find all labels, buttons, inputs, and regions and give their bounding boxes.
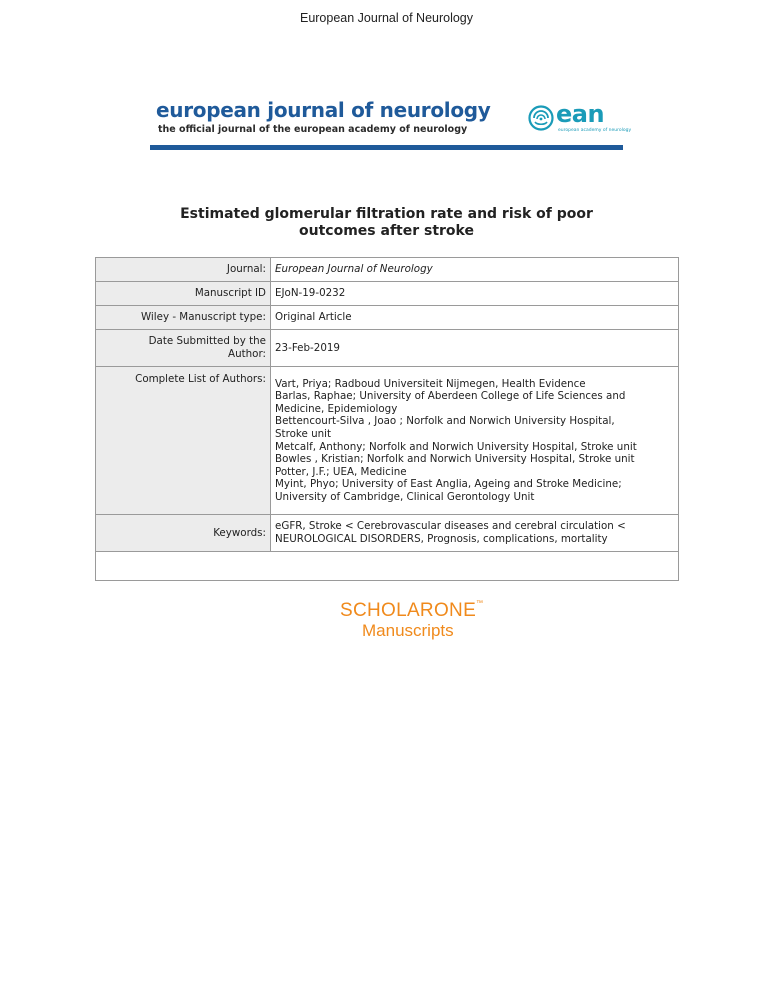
row-manuscript-type	[96, 306, 679, 330]
title-line: Estimated glomerular filtration rate and risk of poor	[180, 206, 593, 222]
author-line: Myint, Phyo; University of East Anglia, Ageing and Stroke Medicine;	[275, 478, 622, 491]
author-line: Barlas, Raphae; University of Aberdeen College of Life Sciences and	[275, 390, 626, 403]
keywords-value	[271, 515, 679, 552]
row-manuscript-id	[96, 282, 679, 306]
author-line: Potter, J.F.; UEA, Medicine	[275, 465, 407, 478]
keywords-label: Keywords:	[96, 515, 271, 552]
banner-subtitle: the official journal of the european academy of neurology	[158, 124, 468, 135]
trademark-symbol: ™	[476, 600, 484, 607]
row-journal	[96, 258, 679, 282]
ean-logo-word: ean	[556, 100, 605, 128]
date-submitted-value: 23-Feb-2019	[271, 330, 679, 367]
authors-value	[271, 367, 679, 515]
empty-cell	[96, 552, 679, 581]
author-line: Bowles , Kristian; Norfolk and Norwich University Hospital, Stroke unit	[275, 453, 635, 466]
author-line: Metcalf, Anthony; Norfolk and Norwich University Hospital, Stroke unit	[275, 440, 637, 453]
ean-logo	[528, 100, 632, 140]
manuscript-metadata-table	[95, 257, 679, 581]
keyword-line: NEUROLOGICAL DISORDERS, Prognosis, complications, mortality	[275, 533, 608, 545]
banner-rule	[150, 145, 623, 150]
ean-logo-tagline: european academy of neurology	[558, 128, 632, 133]
manuscript-type-label: Wiley - Manuscript type:	[96, 306, 271, 330]
manuscript-type-value: Original Article	[271, 306, 679, 330]
row-authors	[96, 367, 679, 515]
scholarone-wordmark	[340, 600, 483, 622]
row-empty	[96, 552, 679, 581]
article-title	[100, 206, 673, 240]
title-line: outcomes after stroke	[299, 223, 474, 239]
manuscript-id-label: Manuscript ID	[96, 282, 271, 306]
date-submitted-label	[96, 330, 271, 367]
banner-title: european journal of neurology	[156, 98, 491, 122]
scholarone-logo	[340, 600, 484, 644]
journal-label: Journal:	[96, 258, 271, 282]
row-date-submitted	[96, 330, 679, 367]
author-line: Vart, Priya; Radboud Universiteit Nijmegen, Health Evidence	[275, 377, 586, 390]
scholarone-scholar: SCHOLAR	[340, 600, 434, 621]
scholarone-one: ONE	[433, 600, 477, 621]
manuscript-id-value: EJoN-19-0232	[271, 282, 679, 306]
label-line: Author:	[228, 348, 266, 360]
authors-label: Complete List of Authors:	[96, 367, 271, 515]
scholarone-manuscripts: Manuscripts	[362, 621, 454, 640]
label-line: Date Submitted by the	[148, 335, 266, 348]
author-line: University of Cambridge, Clinical Gerontology Unit	[275, 490, 535, 503]
journal-banner	[150, 96, 632, 154]
journal-value: European Journal of Neurology	[271, 258, 679, 282]
author-line: Bettencourt-Silva , Joao ; Norfolk and Norwich University Hospital,	[275, 415, 615, 428]
running-head: European Journal of Neurology	[299, 11, 474, 25]
author-line: Stroke unit	[275, 427, 332, 440]
row-keywords	[96, 515, 679, 552]
author-line: Medicine, Epidemiology	[275, 402, 398, 415]
keyword-line: eGFR, Stroke < Cerebrovascular diseases and cerebral circulation <	[275, 520, 626, 533]
ean-brain-icon	[528, 105, 554, 131]
